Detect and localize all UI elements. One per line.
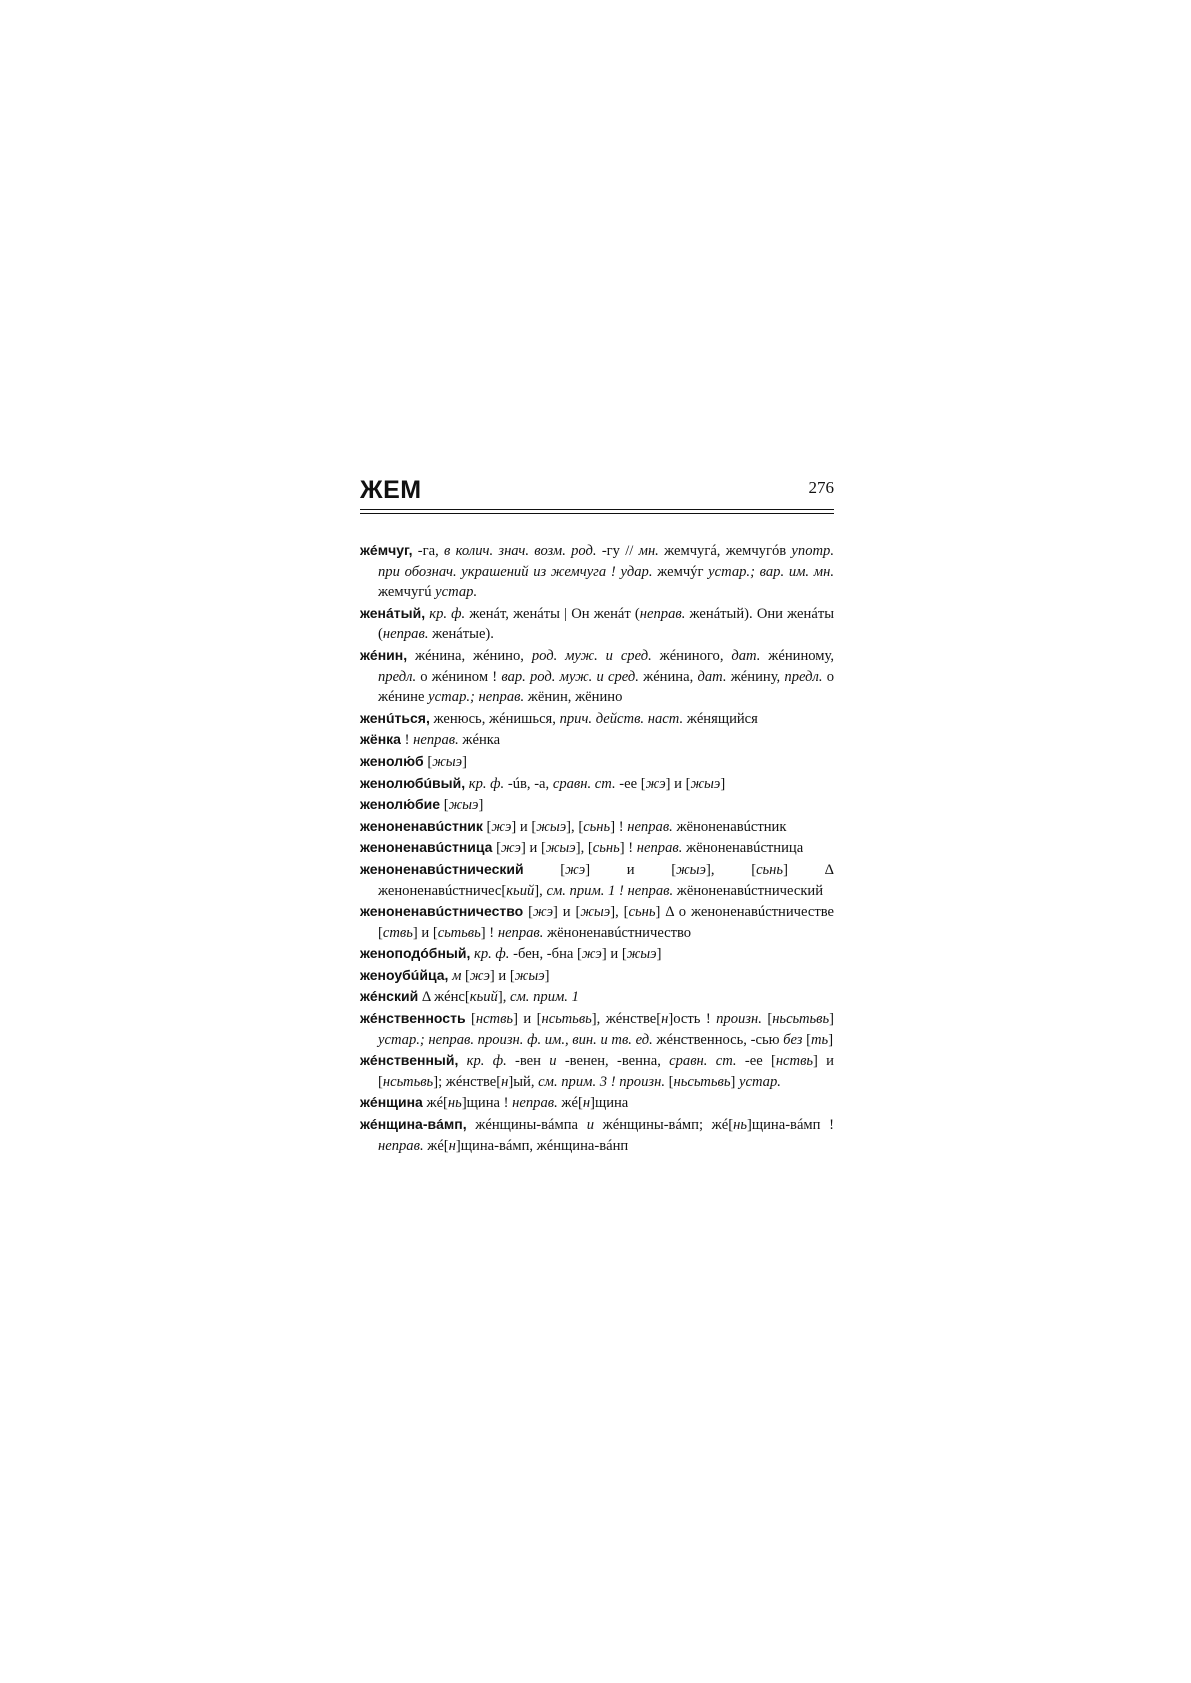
entry-text: ] и [ bbox=[553, 904, 581, 921]
entry-note: сравн. ст. bbox=[552, 775, 616, 792]
entry-text: ] bbox=[656, 946, 662, 963]
entry-text: -гу // bbox=[596, 543, 639, 559]
headword: женúться, bbox=[360, 709, 430, 726]
entry-note: кр. ф. bbox=[468, 775, 505, 792]
headword: жéнственность bbox=[360, 1010, 466, 1027]
entry-text: -вен bbox=[506, 1053, 550, 1070]
dictionary-entry bbox=[360, 901, 834, 943]
entry-note: жыэ bbox=[626, 946, 657, 963]
entry-text: женáт, женáты | Он женáт ( bbox=[465, 605, 640, 622]
entry-note: жэ bbox=[491, 818, 512, 835]
entry-note: произн. bbox=[716, 1011, 762, 1028]
entry-text: жёнин, жёнино bbox=[524, 689, 623, 706]
entry-text: ] Δ женоненавúстничес[ bbox=[378, 861, 834, 899]
dictionary-entry bbox=[360, 708, 834, 730]
entry-note: кр. ф. bbox=[474, 946, 510, 963]
entry-text: ] bbox=[462, 753, 467, 770]
entry-text: ] bbox=[730, 1073, 739, 1090]
entry-text: ] и [ bbox=[601, 946, 627, 963]
entry-note: нь bbox=[447, 1095, 462, 1112]
entry-text: -венен, -венна, bbox=[556, 1053, 670, 1070]
entry-text bbox=[458, 1053, 466, 1069]
entry-text: ] и [ bbox=[585, 861, 677, 878]
entry-note: ньсьтьвь bbox=[673, 1073, 731, 1090]
entry-text: ] и [ bbox=[378, 1053, 834, 1090]
entry-note: дат. bbox=[697, 668, 727, 685]
entry-text: [ bbox=[465, 1011, 476, 1028]
entry-note: жыэ bbox=[690, 775, 721, 792]
entry-text: [ bbox=[523, 904, 533, 921]
headword: жéнщина bbox=[360, 1094, 423, 1111]
entry-text: жéнственнось, -сью bbox=[652, 1031, 784, 1048]
dictionary-entry bbox=[360, 1050, 834, 1092]
entry-text: ], bbox=[534, 882, 547, 899]
dictionary-entry bbox=[360, 773, 834, 795]
entry-note: неправ. bbox=[639, 605, 686, 622]
entry-text: ]щина-вáмп ! bbox=[747, 1117, 834, 1134]
entry-note: жэ bbox=[581, 946, 602, 963]
entry-note: кр. ф. bbox=[429, 605, 466, 622]
dictionary-entry bbox=[360, 837, 834, 859]
dictionary-entry bbox=[360, 816, 834, 838]
entry-note: устар. bbox=[738, 1073, 781, 1090]
entry-note: дат. bbox=[731, 647, 761, 664]
headword: женоненавúстница bbox=[360, 839, 493, 856]
entry-text: жёноненавúстник bbox=[672, 818, 787, 835]
headword: жéнщина-вáмп, bbox=[360, 1116, 467, 1133]
entry-note: жэ bbox=[533, 904, 554, 921]
dictionary-entry bbox=[360, 645, 834, 708]
entry-text: женюсь, жéнишься, bbox=[429, 710, 560, 727]
entry-note: н bbox=[448, 1137, 456, 1154]
entry-text: [ bbox=[482, 818, 492, 835]
entry-text: женáтые). bbox=[428, 626, 494, 643]
entry-text: ] и [ bbox=[520, 840, 546, 857]
entry-text: о жéнине bbox=[378, 668, 834, 706]
entry-text: ]щина bbox=[590, 1095, 629, 1112]
entry-note: и bbox=[549, 1053, 557, 1070]
entry-text: [ bbox=[461, 967, 470, 984]
entry-note: жэ bbox=[500, 840, 521, 857]
entry-note: кьий bbox=[506, 882, 535, 899]
entry-text: Δ жéнс[ bbox=[418, 989, 470, 1006]
entry-note: устар. bbox=[435, 584, 478, 601]
entry-note: нь bbox=[733, 1117, 747, 1134]
entry-text: жéниного, bbox=[651, 647, 732, 664]
entry-note: сьнь bbox=[592, 840, 620, 857]
entry-text: жемчýг bbox=[652, 563, 709, 580]
entry-note: и bbox=[586, 1117, 594, 1134]
entry-note: ть bbox=[811, 1031, 829, 1048]
entry-text: жёноненавúстница bbox=[682, 840, 804, 857]
entry-note: жыэ bbox=[448, 797, 479, 814]
dictionary-entry bbox=[360, 751, 834, 773]
entry-text: ], [ bbox=[566, 818, 584, 835]
entry-note: устар.; неправ. произн. ф. им., вин. и тв. ед. bbox=[378, 1031, 653, 1048]
entry-text: ] Δ о женоненавúстничестве [ bbox=[378, 904, 834, 941]
entry-text: ]щина-вáмп, жéнщина-вáнп bbox=[455, 1137, 629, 1154]
entry-note: см. прим. 1 bbox=[510, 989, 579, 1006]
entry-note: н bbox=[501, 1073, 509, 1090]
entry-note: вар. род. муж. и сред. bbox=[501, 668, 639, 685]
entry-text: ] ! bbox=[619, 840, 637, 857]
entry-note: ньсьтьвь bbox=[772, 1011, 830, 1028]
entry-note: в колич. знач. возм. род. bbox=[444, 543, 597, 559]
entry-text: о жéнином ! bbox=[416, 668, 502, 685]
entry-text: жéнящийся bbox=[683, 710, 758, 727]
entry-text: [ bbox=[492, 840, 501, 857]
entry-text: ] и [ bbox=[412, 924, 438, 941]
dictionary-entry bbox=[360, 1008, 834, 1050]
headword: женáтый, bbox=[360, 604, 426, 621]
entry-note: нствь bbox=[475, 1011, 514, 1028]
entry-text: [ bbox=[523, 861, 566, 878]
entry-text: жéниному, bbox=[760, 647, 834, 664]
entry-note: неправ. bbox=[512, 1095, 558, 1112]
entry-text: ], жéнстве[ bbox=[591, 1011, 662, 1028]
entry-note: употр. при обознач. украшений из жемчуга ! удар. bbox=[378, 543, 834, 580]
dictionary-entry bbox=[360, 540, 834, 603]
entry-text: ] ! bbox=[610, 818, 628, 835]
entry-note: неправ. bbox=[627, 818, 673, 835]
running-head: ЖЕМ bbox=[360, 476, 422, 504]
entry-text: [ bbox=[440, 797, 449, 814]
headword: жéмчуг, bbox=[360, 542, 413, 558]
entry-note: предл. bbox=[784, 668, 823, 685]
entry-note: устар.; неправ. bbox=[428, 689, 525, 706]
entry-text: жемчугú bbox=[378, 584, 436, 601]
entry-note: жэ bbox=[565, 861, 586, 878]
entry-note: кр. ф. bbox=[466, 1053, 507, 1070]
entry-text: жé[ bbox=[557, 1095, 583, 1112]
page-number: 276 bbox=[808, 478, 834, 497]
entry-text: ] bbox=[720, 775, 726, 792]
entry-text: ] и [ bbox=[489, 967, 515, 984]
entry-text: жéнщины-вáмпа bbox=[466, 1117, 587, 1134]
entry-text: ] и [ bbox=[513, 1011, 542, 1028]
dictionary-entry bbox=[360, 965, 834, 987]
entry-text: ] ! bbox=[480, 924, 498, 941]
entry-note: сравн. ст. bbox=[669, 1053, 737, 1070]
entry-text: -úв, -а, bbox=[504, 775, 553, 792]
dictionary-entry bbox=[360, 943, 834, 965]
entry-note: жэ bbox=[469, 967, 490, 984]
entry-text: -бен, -бна [ bbox=[509, 946, 582, 963]
entry-text: ! bbox=[400, 732, 414, 749]
entry-text: ]ость ! bbox=[668, 1011, 717, 1028]
headword: женоненавúстничество bbox=[360, 903, 524, 920]
entry-text: ], [ bbox=[575, 840, 593, 857]
entry-note: нсьтьвь bbox=[541, 1011, 592, 1028]
dictionary-entry bbox=[360, 603, 834, 645]
header-rule bbox=[360, 509, 834, 510]
entry-text: ] и [ bbox=[665, 775, 691, 792]
entry-text: жéнина, bbox=[638, 668, 698, 685]
dictionary-entry bbox=[360, 1114, 834, 1156]
entry-text: жéнина, жéнино, bbox=[407, 647, 532, 664]
entry-text: ], bbox=[497, 989, 511, 1006]
headword: женолюбúвый, bbox=[360, 774, 466, 791]
entry-note: нствь bbox=[775, 1053, 814, 1070]
headword: женоненавúстник bbox=[360, 817, 483, 834]
entry-note: жыэ bbox=[676, 861, 706, 878]
page-header bbox=[360, 476, 834, 508]
entry-note: жыэ bbox=[432, 753, 463, 770]
headword: жéнственный, bbox=[360, 1052, 459, 1069]
entry-text: женáтый). Они женáты ( bbox=[378, 605, 834, 643]
entry-text: ], [ bbox=[610, 904, 629, 921]
entry-text: жé[ bbox=[423, 1137, 449, 1154]
entry-note: м bbox=[452, 967, 462, 984]
entry-note: неправ. bbox=[636, 840, 683, 857]
entry-note: мн. bbox=[638, 543, 659, 559]
dictionary-entry bbox=[360, 729, 834, 751]
entry-text: жéнщины-вáмп; жé[ bbox=[594, 1117, 734, 1134]
entry-text: ]щина ! bbox=[461, 1095, 513, 1112]
headword: жёнка bbox=[360, 731, 401, 748]
entry-text: ]; жéнстве[ bbox=[433, 1073, 502, 1090]
dictionary-entry bbox=[360, 859, 834, 901]
entry-text: ] и [ bbox=[511, 818, 537, 835]
entry-text: жéнину, bbox=[726, 668, 785, 685]
entry-list bbox=[360, 508, 834, 1156]
entry-note: жыэ bbox=[580, 904, 611, 921]
entry-note: жыэ bbox=[514, 967, 545, 984]
entry-note: сьтьвь bbox=[437, 924, 481, 941]
entry-note: неправ. bbox=[497, 924, 544, 941]
entry-text: ] bbox=[478, 797, 484, 814]
headword: женолю́бие bbox=[360, 796, 441, 813]
entry-note: прич. действ. наст. bbox=[559, 710, 684, 727]
entry-note: предл. bbox=[378, 668, 417, 685]
entry-text: -ее [ bbox=[615, 775, 646, 792]
entry-note: устар.; вар. им. мн. bbox=[708, 563, 834, 580]
dictionary-entry bbox=[360, 986, 834, 1008]
entry-text: [ bbox=[664, 1073, 674, 1090]
entry-text: ], [ bbox=[706, 861, 757, 878]
entry-text: ] bbox=[829, 1011, 835, 1028]
headword: женоподóбный, bbox=[360, 945, 471, 962]
entry-note: жэ bbox=[645, 775, 666, 792]
dictionary-entry bbox=[360, 794, 834, 816]
entry-note: см. прим. 3 ! произн. bbox=[538, 1073, 665, 1090]
headword: женолю́б bbox=[360, 752, 424, 769]
dictionary-entry bbox=[360, 1092, 834, 1114]
entry-text: жёноненавúстнический bbox=[673, 882, 824, 899]
headword: женоненавúстнический bbox=[360, 860, 524, 877]
entry-note: сьнь bbox=[628, 904, 656, 921]
dictionary-page bbox=[360, 476, 834, 1156]
entry-text: жёноненавúстничество bbox=[543, 924, 692, 941]
entry-note: жыэ bbox=[536, 818, 567, 835]
entry-note: без bbox=[783, 1031, 803, 1048]
entry-text: [ bbox=[761, 1011, 773, 1028]
headword: женоубúйца, bbox=[360, 966, 449, 983]
entry-text: жемчугá, жемчугóв bbox=[658, 543, 792, 559]
entry-text: -га, bbox=[412, 543, 445, 559]
entry-text: [ bbox=[802, 1031, 811, 1048]
entry-text: жéнка bbox=[458, 732, 501, 749]
header-rule-thin bbox=[360, 513, 834, 514]
entry-text: жé[ bbox=[422, 1095, 448, 1112]
entry-note: нсьтьвь bbox=[382, 1073, 434, 1090]
entry-note: неправ. bbox=[382, 626, 429, 643]
entry-note: см. прим. 1 ! неправ. bbox=[546, 882, 674, 899]
entry-note: сьнь bbox=[583, 818, 611, 835]
entry-note: жыэ bbox=[545, 840, 576, 857]
entry-text: ] bbox=[828, 1031, 834, 1048]
entry-note: кьий bbox=[469, 989, 498, 1006]
entry-text: ]ый, bbox=[508, 1073, 539, 1090]
entry-text: -ее [ bbox=[736, 1053, 776, 1070]
entry-text: ] bbox=[544, 967, 550, 984]
headword: жéнский bbox=[360, 988, 419, 1005]
entry-note: н bbox=[582, 1095, 591, 1112]
entry-note: сьнь bbox=[756, 861, 784, 878]
entry-note: неправ. bbox=[378, 1137, 424, 1154]
entry-note: н bbox=[661, 1011, 669, 1028]
entry-note: неправ. bbox=[413, 732, 459, 749]
entry-note: ствь bbox=[382, 924, 413, 941]
headword: жéнин, bbox=[360, 646, 408, 663]
entry-text: [ bbox=[423, 753, 433, 770]
entry-note: род. муж. и сред. bbox=[531, 647, 652, 664]
